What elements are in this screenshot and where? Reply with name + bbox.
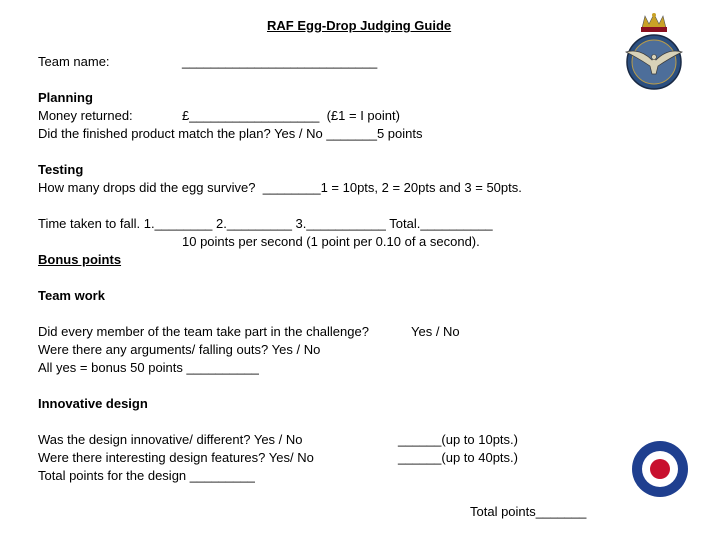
- innovative-question-2: Were there interesting design features? Yes/ No: [38, 450, 314, 465]
- raf-badge-logo: [618, 12, 690, 96]
- plan-match-line: Did the finished product match the plan? Yes / No _______5 points: [38, 126, 423, 141]
- drops-survived-line: How many drops did the egg survive? ________1 = 10pts, 2 = 20pts and 3 = 50pts.: [38, 180, 522, 195]
- innovative-question-1: Was the design innovative/ different? Yes / No: [38, 432, 303, 447]
- design-total-line: Total points for the design _________: [38, 468, 255, 483]
- time-points-note: 10 points per second (1 point per 0.10 of a second).: [182, 234, 480, 249]
- team-work-heading: Team work: [38, 288, 105, 303]
- raf-roundel-icon: [631, 440, 689, 498]
- team-work-bonus-line: All yes = bonus 50 points __________: [38, 360, 259, 375]
- innovative-score-1: ______(up to 10pts.): [398, 432, 518, 447]
- planning-heading: Planning: [38, 90, 93, 105]
- bonus-points-heading: Bonus points: [38, 252, 122, 267]
- team-name-blank: ___________________________: [182, 54, 378, 69]
- time-taken-line: Time taken to fall. 1.________ 2._________ 3.___________ Total.__________: [38, 216, 493, 231]
- testing-heading: Testing: [38, 162, 84, 177]
- team-work-answer-1: Yes / No: [411, 324, 460, 339]
- innovative-design-heading: Innovative design: [38, 396, 148, 411]
- team-work-question-2: Were there any arguments/ falling outs? Yes / No: [38, 342, 321, 357]
- total-points-line: Total points_______: [470, 504, 587, 519]
- money-returned-value: £__________________ (£1 = I point): [182, 108, 400, 123]
- innovative-score-2: ______(up to 40pts.): [398, 450, 518, 465]
- money-returned-label: Money returned:: [38, 108, 133, 123]
- page-title: RAF Egg-Drop Judging Guide: [267, 18, 452, 33]
- team-work-question-1: Did every member of the team take part in the challenge?: [38, 324, 369, 339]
- team-name-label: Team name:: [38, 54, 110, 69]
- crown-icon: [641, 13, 667, 32]
